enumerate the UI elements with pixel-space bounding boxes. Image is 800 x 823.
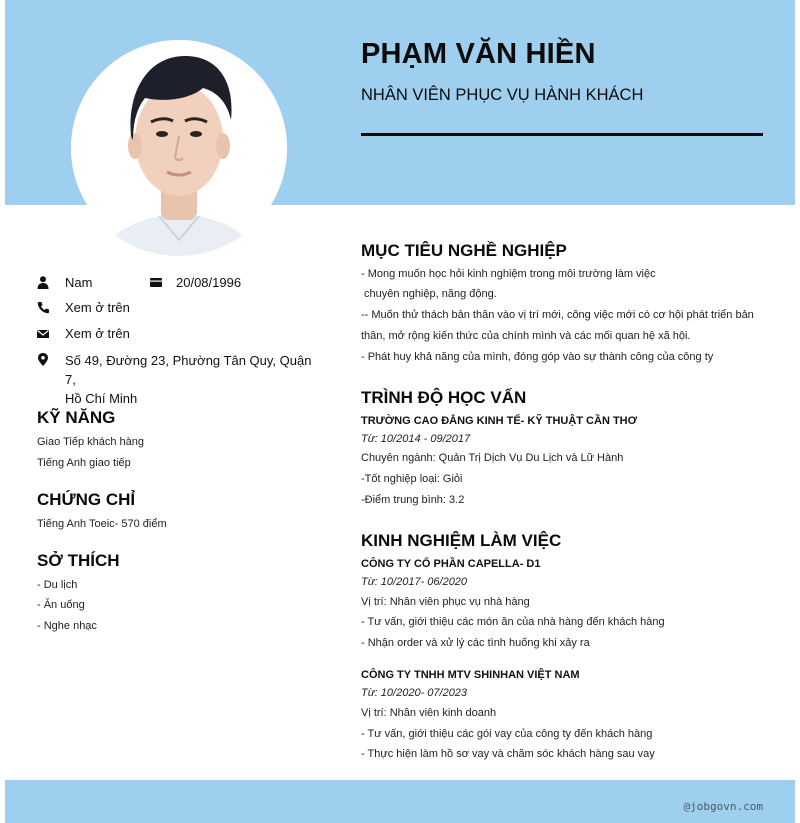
footer-band — [5, 780, 795, 823]
calendar-icon — [150, 276, 162, 289]
profile-photo — [71, 40, 287, 256]
phone-icon — [37, 301, 49, 314]
phone-value: Xem ở trên — [65, 300, 130, 315]
job-period: Từ: 10/2017- 06/2020 — [361, 576, 468, 588]
objective-heading: MỤC TIÊU NGHỀ NGHIỆP — [361, 241, 567, 260]
job-company: CÔNG TY TNHH MTV SHINHAN VIỆT NAM — [361, 669, 580, 681]
mail-icon — [37, 327, 49, 340]
job-title: NHÂN VIÊN PHỤC VỤ HÀNH KHÁCH — [361, 86, 644, 104]
title-divider — [361, 133, 763, 136]
job-line: - Nhận order và xử lý các tình huống khi xảy ra — [361, 637, 590, 649]
job-line: - Tư vấn, giới thiệu các món ăn của nhà hàng đến khách hàng — [361, 616, 665, 628]
watermark: @jobgovn.com — [683, 800, 763, 813]
portrait-illustration — [71, 40, 287, 256]
birthdate-value: 20/08/1996 — [176, 275, 242, 290]
certificate-item: Tiếng Anh Toeic- 570 điểm — [37, 518, 167, 530]
person-icon — [37, 276, 49, 289]
objective-line: -- Muốn thử thách bản thân vào vị trí mới, công việc mới có cơ hội phát triển bản — [361, 309, 754, 321]
education-line: -Tốt nghiệp loại: Giỏi — [361, 473, 463, 485]
objective-line: thân, mở rộng kiến thức của chính mình và các mối quan hệ xã hội. — [361, 330, 691, 342]
gender-value: Nam — [65, 275, 93, 290]
school-name: TRƯỜNG CAO ĐẲNG KINH TẾ- KỸ THUẬT CẦN THƠ — [361, 415, 637, 427]
skill-item: Giao Tiếp khách hàng — [37, 436, 145, 448]
objective-line: chuyên nghiệp, năng động. — [361, 288, 497, 300]
objective-line: - Mong muốn học hỏi kinh nghiệm trong môi trường làm việc — [361, 268, 656, 280]
job-line: Vị trí: Nhân viên kinh doanh — [361, 707, 497, 719]
job-company: CÔNG TY CỔ PHẦN CAPELLA- D1 — [361, 558, 541, 570]
email-value: Xem ở trên — [65, 326, 130, 341]
contact-address — [37, 352, 327, 406]
address-line-1: Số 49, Đường 23, Phường Tân Quy, Quận 7, — [65, 353, 312, 387]
education-period: Từ: 10/2014 - 09/2017 — [361, 433, 471, 445]
job-line: Vị trí: Nhân viên phục vụ nhà hàng — [361, 596, 530, 608]
skills-heading: KỸ NĂNG — [37, 408, 116, 427]
hobbies-heading: SỞ THÍCH — [37, 551, 120, 570]
hobby-item: - Du lịch — [37, 579, 78, 591]
job-line: - Thực hiện làm hồ sơ vay và chăm sóc khách hàng sau vay — [361, 748, 655, 760]
education-line: Chuyên ngành: Quản Trị Dịch Vụ Du Lịch và Lữ Hành — [361, 452, 624, 464]
hobby-item: - Nghe nhạc — [37, 620, 97, 632]
education-line: -Điểm trung bình: 3.2 — [361, 494, 465, 506]
experience-heading: KINH NGHIỆM LÀM VIỆC — [361, 531, 562, 550]
location-pin-icon — [37, 353, 49, 366]
job-period: Từ: 10/2020- 07/2023 — [361, 687, 468, 699]
education-heading: TRÌNH ĐỘ HỌC VẤN — [361, 388, 527, 407]
certificates-heading: CHỨNG CHỈ — [37, 490, 136, 509]
skill-item: Tiếng Anh giao tiếp — [37, 457, 131, 469]
objective-line: - Phát huy khả năng của mình, đóng góp vào sự thành công của công ty — [361, 351, 714, 363]
candidate-name: PHẠM VĂN HIỀN — [361, 38, 596, 70]
hobby-item: - Ăn uống — [37, 599, 85, 611]
address-value — [65, 351, 325, 408]
job-line: - Tư vấn, giới thiệu các gói vay của công ty đến khách hàng — [361, 728, 653, 740]
address-line-2: Hồ Chí Minh — [65, 391, 138, 406]
